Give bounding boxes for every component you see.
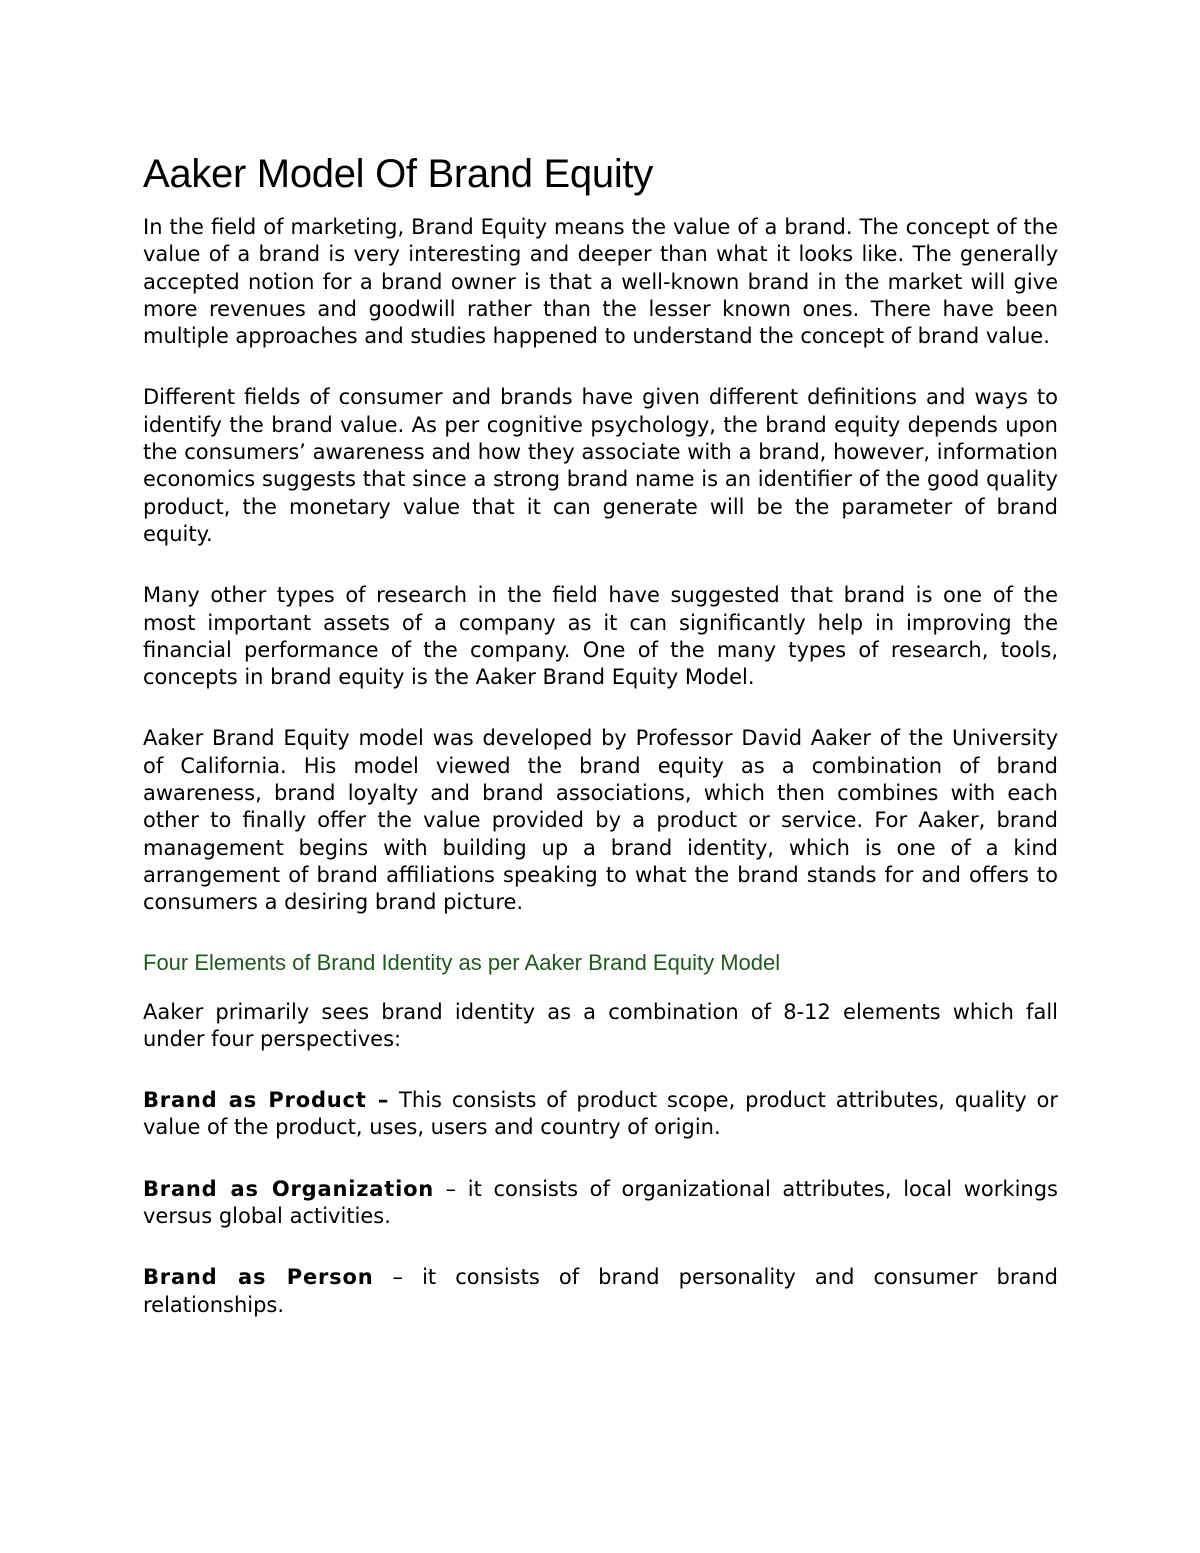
paragraph-definitions: Different fields of consumer and brands have given different definitions and ways to identify the brand value. As per cognitive psychology, the brand equity depends upon the consumers’ awareness and how they associate with a brand, however, information economics suggests that since a strong brand name is an identifier of the good quality product, the monetary value that it can generate will be the parameter of brand equity. bbox=[143, 385, 1058, 546]
element-brand-as-organization bbox=[143, 1176, 1058, 1231]
element-description: This consists of product scope, product attributes, quality or value of the product, uses, users and country of origin. bbox=[143, 1088, 1058, 1140]
element-description: – it consists of brand personality and consumer brand relationships. bbox=[143, 1265, 1058, 1317]
section-subheading: Four Elements of Brand Identity as per Aaker Brand Equity Model bbox=[143, 949, 781, 975]
paragraph-aaker-model: Aaker Brand Equity model was developed by Professor David Aaker of the University of California. His model viewed the brand equity as a combination of brand awareness, brand loyalty and brand associations, which then combines with each other to finally offer the value provided by a product or service. For Aaker, brand management begins with building up a brand identity, which is one of a kind arrangement of brand affiliations speaking to what the brand stands for and offers to consumers a desiring brand picture. bbox=[143, 726, 1058, 915]
page-title: Aaker Model Of Brand Equity bbox=[143, 152, 653, 196]
element-term: Brand as Person bbox=[143, 1265, 374, 1290]
element-brand-as-person bbox=[143, 1264, 1058, 1319]
element-brand-as-product bbox=[143, 1087, 1058, 1142]
element-term: Brand as Organization bbox=[143, 1176, 435, 1201]
paragraph-perspectives-intro: Aaker primarily sees brand identity as a combination of 8-12 elements which fall under four perspectives: bbox=[143, 999, 1058, 1051]
document-page bbox=[143, 150, 1058, 1353]
element-description: – it consists of organizational attributes, local workings versus global activities. bbox=[143, 1176, 1058, 1229]
paragraph-research: Many other types of research in the field have suggested that brand is one of the most important assets of a company as it can significantly help in improving the financial performance of the company. One of the many types of research, tools, concepts in brand equity is the Aaker Brand Equity Model. bbox=[143, 583, 1058, 690]
paragraph-intro: In the field of marketing, Brand Equity means the value of a brand. The concept of the value of a brand is very interesting and deeper than what it looks like. The generally accepted notion for a brand owner is that a well-known brand in the market will give more revenues and goodwill rather than the lesser known ones. There have been multiple approaches and studies happened to understand the concept of brand value. bbox=[143, 215, 1058, 349]
element-term: Brand as Product – bbox=[143, 1088, 390, 1113]
